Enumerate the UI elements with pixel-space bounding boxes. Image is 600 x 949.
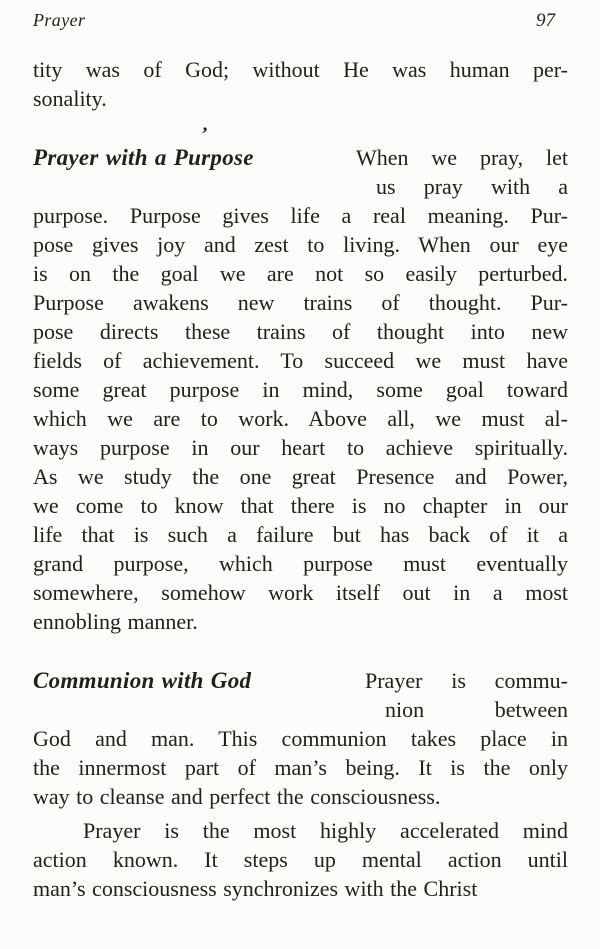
lead-line: Prayer is commu- bbox=[365, 668, 568, 693]
lead-line: nion between bbox=[385, 697, 568, 722]
body-line: pose gives joy and zest to living. When our eye bbox=[33, 232, 568, 257]
section-communion-with-god bbox=[33, 666, 568, 724]
body-line: is on the goal we are not so easily perturbed. bbox=[33, 261, 568, 286]
body-line: As we study the one great Presence and Power, bbox=[33, 464, 568, 489]
section-lead-lines bbox=[365, 666, 568, 724]
lead-line: When we pray, let bbox=[356, 145, 568, 170]
lead-line: us pray with a bbox=[376, 174, 568, 199]
body-line: somewhere, somehow work itself out in a most bbox=[33, 580, 568, 605]
section-prayer-with-a-purpose bbox=[33, 123, 568, 201]
body-line: Purpose awakens new trains of thought. Pur- bbox=[33, 290, 568, 315]
body-line: ennobling manner. bbox=[33, 609, 198, 634]
body-line: some great purpose in mind, some goal toward bbox=[33, 377, 568, 402]
body-line: fields of achievement. To succeed we must have bbox=[33, 348, 568, 373]
running-title: Prayer bbox=[33, 10, 86, 30]
page-number: 97 bbox=[536, 10, 555, 31]
body-line: Prayer is the most highly accelerated mind bbox=[83, 818, 568, 843]
paragraph bbox=[33, 816, 568, 903]
body-line: purpose. Purpose gives life a real meaning. Pur- bbox=[33, 203, 568, 228]
body-line: tity was of God; without He was human per- bbox=[33, 57, 568, 82]
body-line: the innermost part of man’s being. It is the only bbox=[33, 755, 568, 780]
body-line: grand purpose, which purpose must eventually bbox=[33, 551, 568, 576]
body-line: action known. It steps up mental action until bbox=[33, 847, 568, 872]
body-line: way to cleanse and perfect the consciousness. bbox=[33, 784, 441, 809]
section-heading: Communion with God bbox=[33, 668, 252, 693]
body-line: ways purpose in our heart to achieve spiritually. bbox=[33, 435, 568, 460]
section-lead-lines bbox=[356, 143, 568, 201]
body-line: man’s consciousness synchronizes with the Christ bbox=[33, 876, 478, 901]
body-line: we come to know that there is no chapter in our bbox=[33, 493, 568, 518]
body-line: sonality. bbox=[33, 86, 107, 111]
body-line: pose directs these trains of thought into new bbox=[33, 319, 568, 344]
body-line: life that is such a failure but has back of it a bbox=[33, 522, 568, 547]
paragraph-continuation bbox=[33, 55, 568, 113]
body-line: God and man. This communion takes place in bbox=[33, 726, 568, 751]
body-line: which we are to work. Above all, we must al- bbox=[33, 406, 568, 431]
running-head bbox=[33, 9, 568, 32]
section-heading: Prayer with a Purpose bbox=[33, 145, 254, 170]
text-block bbox=[33, 55, 568, 903]
scan-accent-artifact: ’ bbox=[199, 123, 209, 146]
